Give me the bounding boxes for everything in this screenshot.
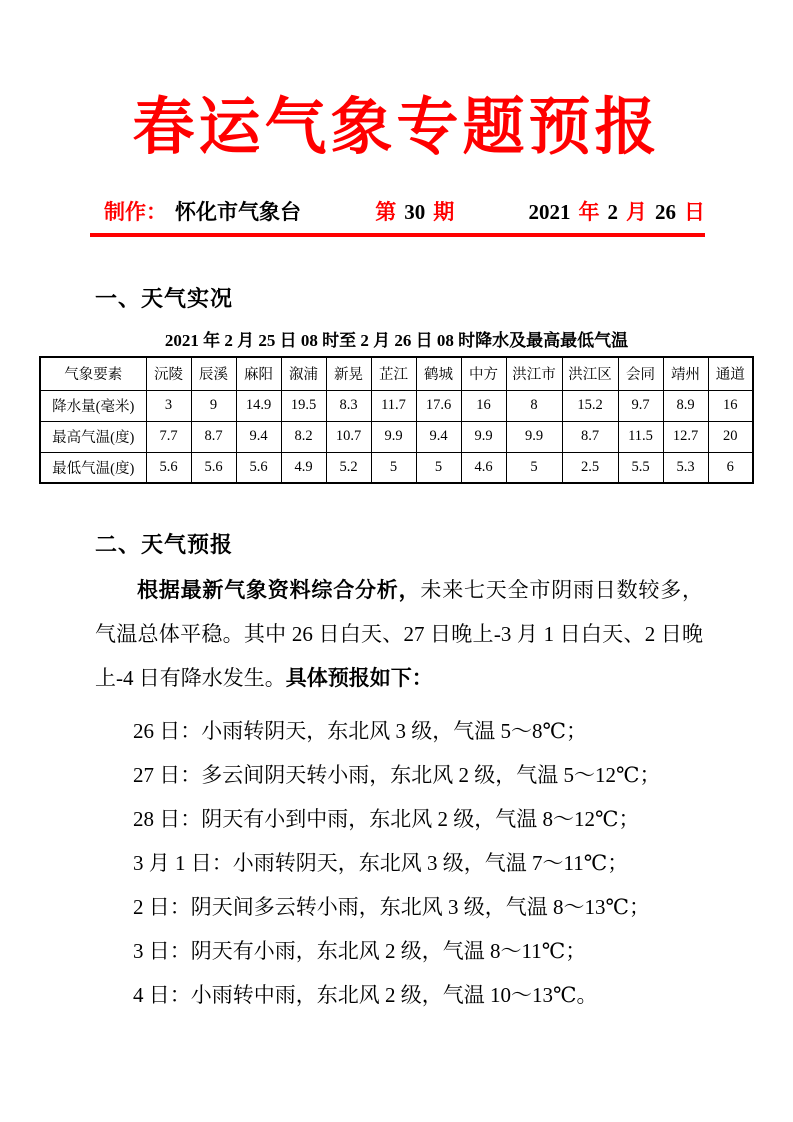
table-row bbox=[40, 390, 753, 421]
table-cell: 5.3 bbox=[663, 452, 708, 483]
table-cell: 3 bbox=[146, 390, 191, 421]
table-cell: 8 bbox=[506, 390, 562, 421]
producer-label: 制作： bbox=[104, 200, 167, 224]
col-header: 麻阳 bbox=[236, 357, 281, 390]
table-cell: 5.6 bbox=[191, 452, 236, 483]
col-header: 沅陵 bbox=[146, 357, 191, 390]
table-cell: 12.7 bbox=[663, 421, 708, 452]
table-cell: 8.7 bbox=[562, 421, 618, 452]
table-cell: 7.7 bbox=[146, 421, 191, 452]
summary-tail: 具体预报如下： bbox=[285, 666, 433, 690]
producer bbox=[104, 196, 301, 226]
table-cell: 4.6 bbox=[461, 452, 506, 483]
table-cell: 16 bbox=[708, 390, 753, 421]
table-cell: 2.5 bbox=[562, 452, 618, 483]
table-cell: 11.5 bbox=[618, 421, 663, 452]
document-title: 春运气象专题预报 bbox=[132, 94, 661, 162]
col-header: 气象要素 bbox=[40, 357, 146, 390]
summary-body: 未来七天全市阴雨日数较多，气温总体平稳。其中 26 日白天、27 日晚上-3 月 1 日白天、2 日晚上-4 日有降水发生。 bbox=[95, 578, 704, 690]
table-cell: 9 bbox=[191, 390, 236, 421]
col-header: 芷江 bbox=[371, 357, 416, 390]
table-cell: 5 bbox=[371, 452, 416, 483]
row-label: 降水量(毫米) bbox=[40, 390, 146, 421]
table-cell: 8.2 bbox=[281, 421, 326, 452]
col-header: 靖州 bbox=[663, 357, 708, 390]
forecast-line: 27 日：多云间阴天转小雨，东北风 2 级，气温 5～12℃； bbox=[133, 763, 661, 787]
col-header: 洪江市 bbox=[506, 357, 562, 390]
producer-value: 怀化市气象台 bbox=[175, 200, 301, 224]
col-header: 中方 bbox=[461, 357, 506, 390]
col-header: 新晃 bbox=[326, 357, 371, 390]
row-label: 最高气温(度) bbox=[40, 421, 146, 452]
table-cell: 5 bbox=[416, 452, 461, 483]
table-row bbox=[40, 452, 753, 483]
table-cell: 9.4 bbox=[236, 421, 281, 452]
table-row bbox=[40, 421, 753, 452]
table-cell: 9.9 bbox=[371, 421, 416, 452]
table-cell: 17.6 bbox=[416, 390, 461, 421]
table-cell: 8.3 bbox=[326, 390, 371, 421]
forecast-line: 4 日：小雨转中雨，东北风 2 级，气温 10～13℃。 bbox=[133, 983, 598, 1007]
col-header: 通道 bbox=[708, 357, 753, 390]
table-cell: 16 bbox=[461, 390, 506, 421]
table-cell: 19.5 bbox=[281, 390, 326, 421]
col-header: 洪江区 bbox=[562, 357, 618, 390]
daily-forecast-list bbox=[95, 709, 703, 1017]
table-cell: 9.9 bbox=[461, 421, 506, 452]
col-header: 辰溪 bbox=[191, 357, 236, 390]
table-cell: 4.9 bbox=[281, 452, 326, 483]
table-cell: 9.4 bbox=[416, 421, 461, 452]
col-header: 溆浦 bbox=[281, 357, 326, 390]
issue-date: 2021 年 2 月 26 日 bbox=[528, 200, 705, 224]
table-cell: 5.6 bbox=[236, 452, 281, 483]
table-header-row bbox=[40, 357, 753, 390]
forecast-line: 28 日：阴天有小到中雨，东北风 2 级，气温 8～12℃； bbox=[133, 807, 640, 831]
summary-lead: 根据最新气象资料综合分析， bbox=[137, 578, 421, 602]
issue-info-row bbox=[90, 196, 705, 226]
forecast-line: 3 月 1 日：小雨转阴天，东北风 3 级，气温 7～11℃； bbox=[133, 851, 629, 875]
col-header: 会同 bbox=[618, 357, 663, 390]
weather-observation-table bbox=[39, 356, 754, 484]
table-cell: 5.2 bbox=[326, 452, 371, 483]
table-cell: 9.9 bbox=[506, 421, 562, 452]
issue-number: 第 30 期 bbox=[375, 200, 455, 224]
table-cell: 5.6 bbox=[146, 452, 191, 483]
table-cell: 5 bbox=[506, 452, 562, 483]
forecast-line: 2 日：阴天间多云转小雨，东北风 3 级，气温 8～13℃； bbox=[133, 895, 650, 919]
table-cell: 14.9 bbox=[236, 390, 281, 421]
section1-heading: 一、天气实况 bbox=[95, 286, 234, 311]
forecast-line: 3 日：阴天有小雨，东北风 2 级，气温 8～11℃； bbox=[133, 939, 587, 963]
table-cell: 9.7 bbox=[618, 390, 663, 421]
table-cell: 8.9 bbox=[663, 390, 708, 421]
table-cell: 11.7 bbox=[371, 390, 416, 421]
table-cell: 20 bbox=[708, 421, 753, 452]
table-cell: 10.7 bbox=[326, 421, 371, 452]
col-header: 鹤城 bbox=[416, 357, 461, 390]
forecast-line: 26 日：小雨转阴天，东北风 3 级，气温 5～8℃； bbox=[133, 719, 587, 743]
table-cell: 8.7 bbox=[191, 421, 236, 452]
table-cell: 15.2 bbox=[562, 390, 618, 421]
forecast-summary-paragraph bbox=[95, 568, 703, 700]
row-label: 最低气温(度) bbox=[40, 452, 146, 483]
section2-heading: 二、天气预报 bbox=[95, 532, 234, 557]
table-title: 2021 年 2 月 25 日 08 时至 2 月 26 日 08 时降水及最高最低气温 bbox=[164, 331, 629, 350]
table-cell: 6 bbox=[708, 452, 753, 483]
header-divider bbox=[90, 233, 705, 237]
table-cell: 5.5 bbox=[618, 452, 663, 483]
